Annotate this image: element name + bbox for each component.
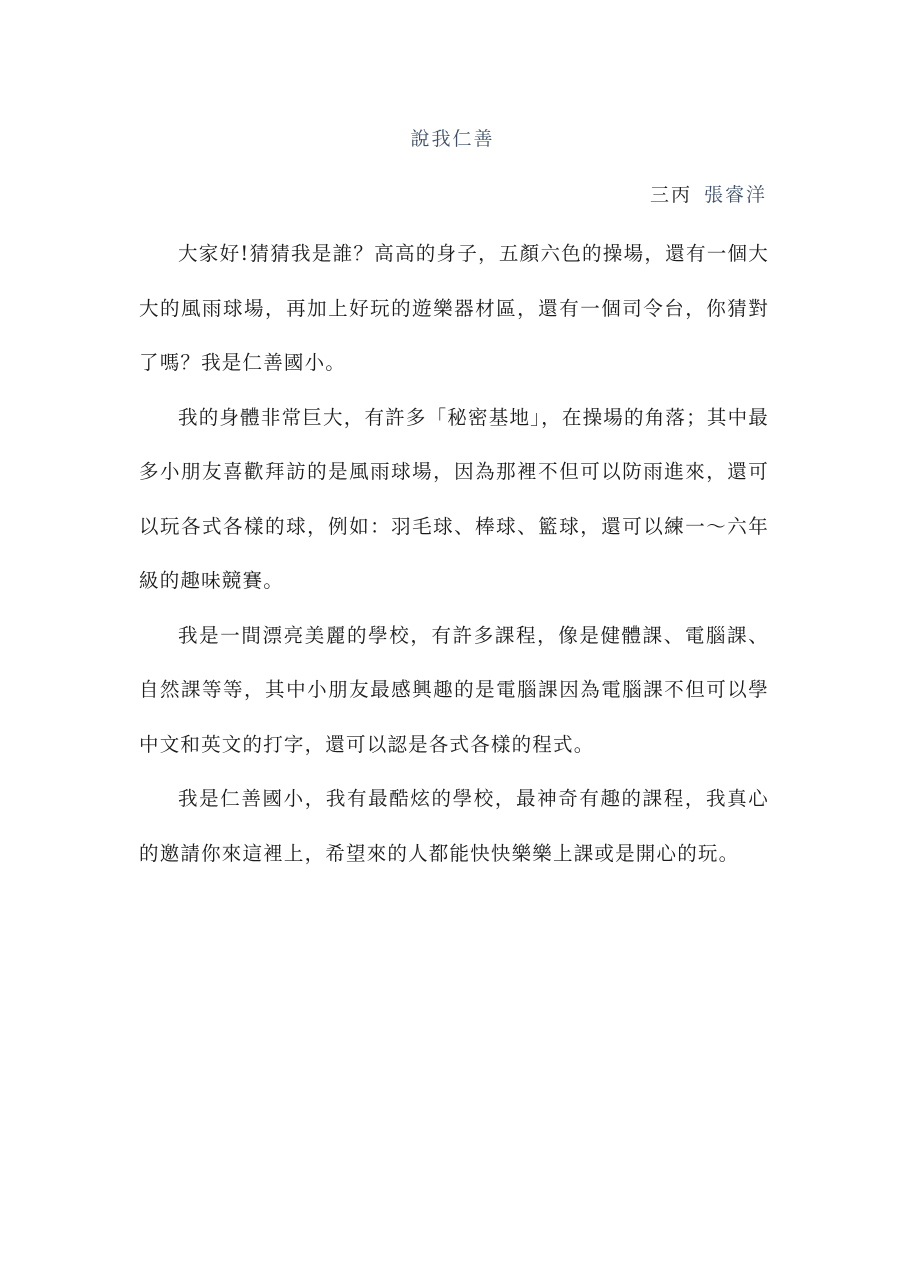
paragraph-1: 大家好!猜猜我是誰？高高的身子，五顏六色的操場，還有一個大大的風雨球場，再加上好玩的遊樂器材區，還有一個司令台，你猜對了嗎？我是仁善國小。 — [139, 242, 769, 374]
essay-body — [139, 227, 769, 881]
paragraph-2: 我的身體非常巨大，有許多「秘密基地」，在操場的角落；其中最多小朋友喜歡拜訪的是風雨球場，因為那裡不但可以防雨進來，還可以玩各式各樣的球，例如：羽毛球、棒球、籃球，還可以練一～六年級的趣味競賽。 — [139, 405, 769, 592]
class-label: 三丙 — [649, 184, 692, 206]
author-name: 張睿洋 — [703, 184, 767, 206]
paragraph-3: 我是一間漂亮美麗的學校，有許多課程，像是健體課、電腦課、自然課等等，其中小朋友最感興趣的是電腦課因為電腦課不但可以學中文和英文的打字，還可以認是各式各樣的程式。 — [139, 623, 769, 756]
page-title: 說我仁善 — [410, 128, 495, 150]
author-byline — [650, 180, 767, 207]
paragraph-4: 我是仁善國小，我有最酷炫的學校，最神奇有趣的課程，我真心的邀請你來這裡上，希望來的人都能快快樂樂上課或是開心的玩。 — [139, 787, 769, 865]
